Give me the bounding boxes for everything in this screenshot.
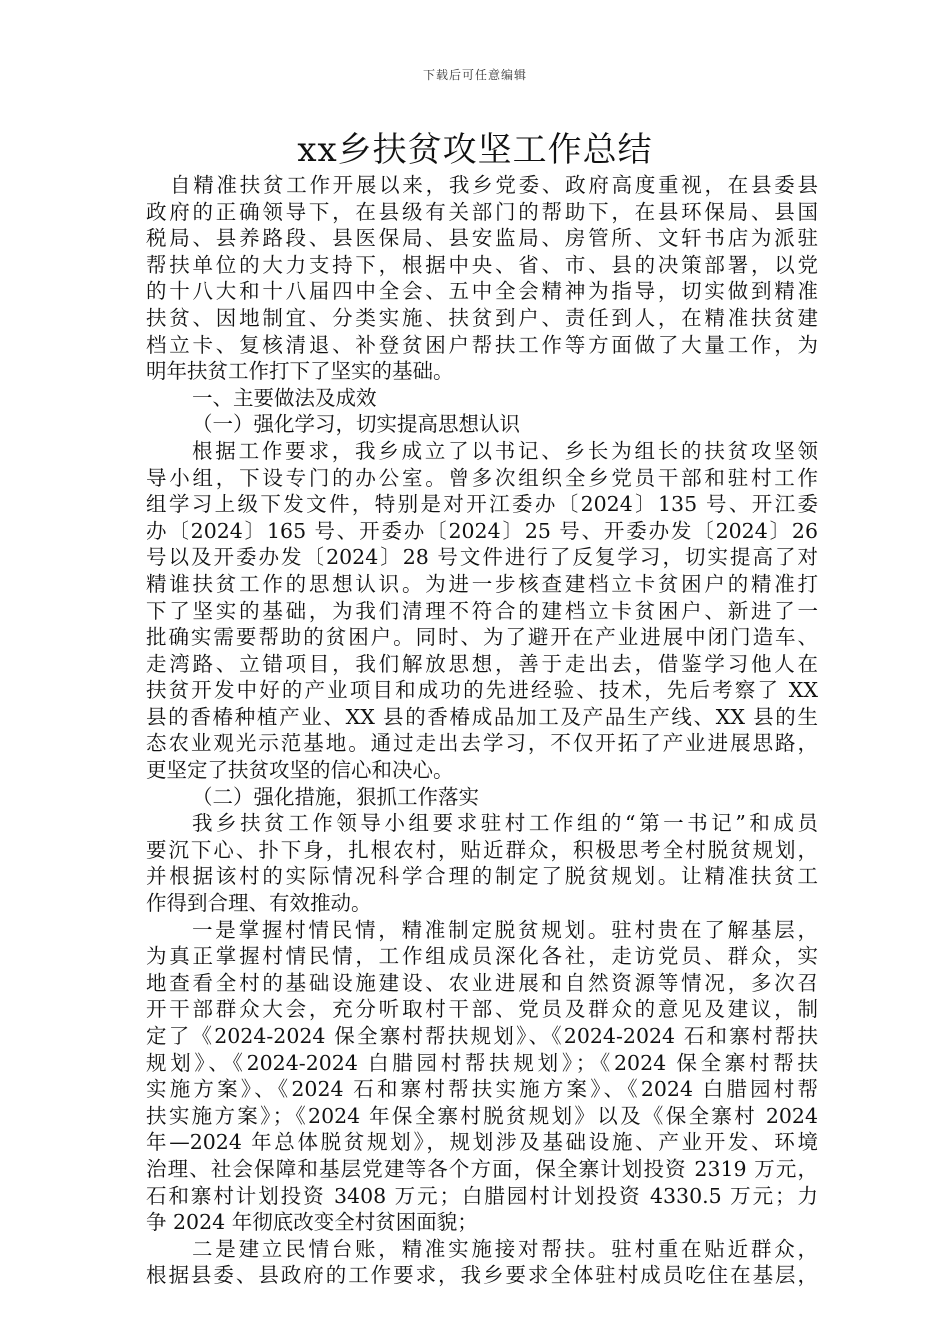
text-line: 精谁扶贫工作的思想认识。为进一步核查建档立卡贫困户的精准打	[146, 571, 818, 596]
text-line: 开干部群众大会，充分听取村干部、党员及群众的意见及建议，制	[146, 997, 818, 1022]
text-line: 扶实施方案》；《2024 年保全寨村脱贫规划》以及《保全寨村 2024	[146, 1103, 818, 1128]
text-line: 税局、县养路段、县医保局、县安监局、房管所、文轩书店为派驻	[146, 226, 818, 251]
header-note: 下载后可任意编辑	[422, 68, 527, 82]
text-line: 争 2024 年彻底改变全村贫困面貌；	[146, 1210, 478, 1235]
text-line: 一是掌握村情民情，精准制定脱贫规划。驻村贵在了解基层，	[192, 917, 818, 942]
text-line: 办〔2024〕165 号、开委办〔2024〕25 号、开委办发〔2024〕26	[146, 518, 818, 543]
text-line: （二）强化措施，狠抓工作落实	[192, 784, 479, 809]
text-line: 作得到合理、有效推动。	[146, 891, 372, 916]
text-line: 我乡扶贫工作领导小组要求驻村工作组的“第一书记”和成员	[192, 811, 818, 836]
text-line: 下了坚实的基础，为我们清理不符合的建档立卡贫困户、新进了一	[146, 598, 818, 623]
document-title: xx乡扶贫攻坚工作总结	[297, 130, 653, 170]
text-line: 自精准扶贫工作开展以来，我乡党委、政府高度重视，在县委县	[170, 173, 818, 197]
text-line: 组学习上级下发文件，特别是对开江委办〔2024〕135 号、开江委	[146, 492, 818, 517]
text-line: 地查看全村的基础设施建设、农业进展和自然资源等情况，多次召	[146, 970, 818, 995]
text-line: （一）强化学习，切实提高思想认识	[192, 412, 520, 437]
document-body	[146, 172, 818, 1289]
text-line: 一、主要做法及成效	[192, 385, 377, 410]
text-line: 治理、社会保障和基层党建等各个方面，保全寨计划投资 2319 万元，	[146, 1156, 818, 1181]
text-line: 定了《2024-2024 保全寨村帮扶规划》、《2024-2024 石和寨村帮扶	[146, 1024, 818, 1048]
text-line: 根据工作要求，我乡成立了以书记、乡长为组长的扶贫攻坚领	[192, 438, 818, 463]
text-line: 的十八大和十八届四中全会、五中全会精神为指导，切实做到精准	[146, 279, 818, 304]
text-line: 批确实需要帮助的贫困户。同时、为了避开在产业进展中闭门造车、	[146, 625, 818, 650]
text-line: 更坚定了扶贫攻坚的信心和决心。	[146, 758, 454, 783]
text-line: 并根据该村的实际情况科学合理的制定了脱贫规划。让精准扶贫工	[146, 864, 818, 889]
text-line: 政府的正确领导下，在县级有关部门的帮助下，在县环保局、县国	[146, 199, 818, 224]
text-line: 根据县委、县政府的工作要求，我乡要求全体驻村成员吃住在基层，	[146, 1263, 818, 1288]
text-line: 二是建立民情台账，精准实施接对帮扶。驻村重在贴近群众，	[192, 1236, 818, 1261]
text-line: 扶贫开发中好的产业项目和成功的先进经验、技术，先后考察了 XX	[146, 678, 818, 703]
text-line: 扶贫、因地制宜、分类实施、扶贫到户、责任到人，在精准扶贫建	[146, 305, 818, 330]
text-line: 明年扶贫工作打下了坚实的基础。	[146, 359, 454, 384]
text-line: 石和寨村计划投资 3408 万元；白腊园村计划投资 4330.5 万元；力	[146, 1183, 818, 1208]
text-line: 号以及开委办发〔2024〕28 号文件进行了反复学习，切实提高了对	[146, 545, 818, 570]
text-line: 导小组，下设专门的办公室。曾多次组织全乡党员干部和驻村工作	[146, 465, 818, 490]
text-line: 规划》、《2024-2024 白腊园村帮扶规划》；《2024 保全寨村帮扶	[146, 1050, 818, 1075]
text-line: 要沉下心、扑下身，扎根农村，贴近群众，积极思考全村脱贫规划，	[146, 837, 818, 862]
text-line: 态农业观光示范基地。通过走出去学习，不仅开拓了产业进展思路，	[146, 731, 818, 756]
text-line: 档立卡、复核清退、补登贫困户帮扶工作等方面做了大量工作，为	[146, 332, 818, 357]
text-line: 帮扶单位的大力支持下，根据中央、省、市、县的决策部署，以党	[146, 252, 818, 277]
text-line: 年—2024 年总体脱贫规划》，规划涉及基础设施、产业开发、环境	[146, 1130, 818, 1155]
text-line: 为真正掌握村情民情，工作组成员深化各社，走访党员、群众，实	[146, 944, 818, 969]
text-line: 走湾路、立错项目，我们解放思想，善于走出去，借鉴学习他人在	[146, 651, 818, 676]
text-line: 实施方案》、《2024 石和寨村帮扶实施方案》、《2024 白腊园村帮	[146, 1077, 818, 1102]
text-line: 县的香椿种植产业、XX 县的香椿成品加工及产品生产线、XX 县的生	[146, 704, 818, 729]
